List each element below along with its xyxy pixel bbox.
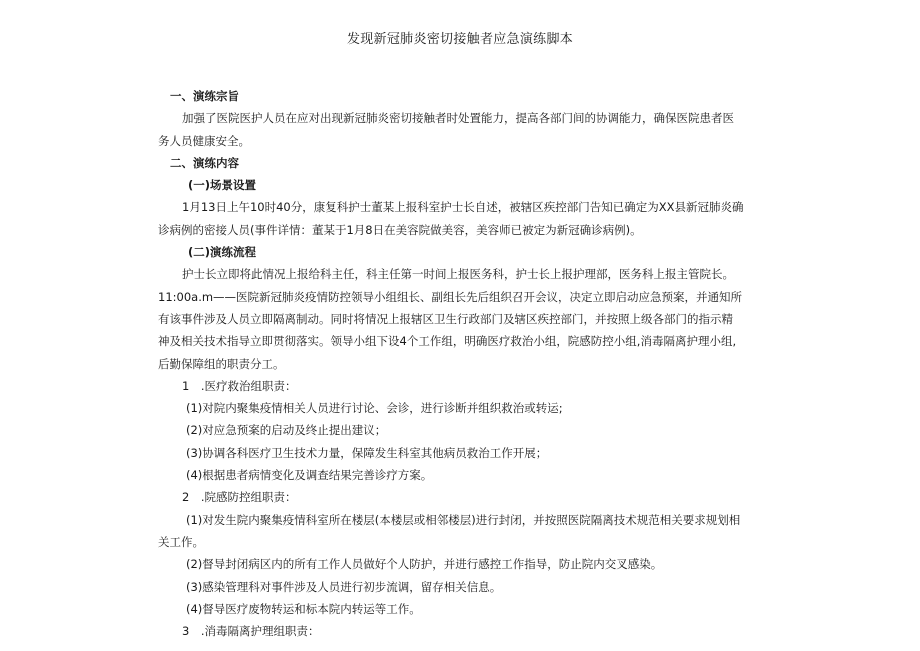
list-item: (3)协调各科医疗卫生技术力量，保障发生科室其他病员救治工作开展； [186,445,548,460]
paragraph-line: 诊病例的密接人员(事件详情：董某于1月8日在美容院做美容，美容师已被定为新冠确诊病例)。 [158,222,642,237]
section-heading: 一、演练宗旨 [170,89,239,103]
subsection-heading: (二)演练流程 [188,245,257,260]
paragraph-line: 加强了医院医护人员在应对出现新冠肺炎密切接触者时处置能力，提高各部门间的协调能力，确保医院患者医 [182,111,734,126]
paragraph-line: 后勤保障组的职责分工。 [158,356,285,371]
group-heading: 3 .消毒隔离护理组职责： [182,624,320,639]
list-item: (1)对院内聚集疫情相关人员进行讨论、会诊，进行诊断并组织救治或转运; [186,401,563,416]
list-item: (2)对应急预案的启动及终止提出建议； [186,423,387,438]
list-item: (1)对发生院内聚集疫情科室所在楼层(本楼层或相邻楼层)进行封闭，并按照医院隔离技术规范相关要求规划相 [186,512,741,527]
paragraph-line: 有该事件涉及人员立即隔离制动。同时将情况上报辖区卫生行政部门及辖区疾控部门，并按照上级各部门的指示精 [158,311,733,326]
document-body [158,85,772,642]
list-item: (3)感染管理科对事件涉及人员进行初步流调，留存相关信息。 [186,579,502,594]
paragraph-line: 1月13日上午10时40分，康复科护士董某上报科室护士长自述，被辖区疾控部门告知已确定为XX县新冠肺炎确 [182,200,744,215]
list-item: (4)根据患者病情变化及调查结果完善诊疗方案。 [186,468,433,483]
document-title: 发现新冠肺炎密切接触者应急演练脚本 [346,32,574,47]
paragraph-line: 11:00a.m——医院新冠肺炎疫情防控领导小组组长、副组长先后组织召开会议，决定立即启动应急预案，并通知所 [158,289,743,304]
subsection-heading: (一)场景设置 [188,178,257,193]
list-item-continuation: 关工作。 [158,534,204,549]
paragraph-line: 务人员健康安全。 [158,133,250,148]
group-heading: 1 .医疗救治组职责： [182,378,297,393]
section-heading: 二、演练内容 [170,155,239,170]
group-heading: 2 .院感防控组职责： [182,490,297,505]
list-item: (4)督导医疗废物转运和标本院内转运等工作。 [186,601,421,616]
paragraph-line: 护士长立即将此情况上报给科主任，科主任第一时间上报医务科，护士长上报护理部，医务科上报主管院长。 [182,267,734,282]
paragraph-line: 神及相关技术指导立即贯彻落实。领导小组下设4个工作组，明确医疗救治小组，院感防控小组,消毒隔离护理小组, [158,334,737,349]
list-item: (2)督导封闭病区内的所有工作人员做好个人防护，并进行感控工作指导，防止院内交叉感染。 [186,557,663,572]
